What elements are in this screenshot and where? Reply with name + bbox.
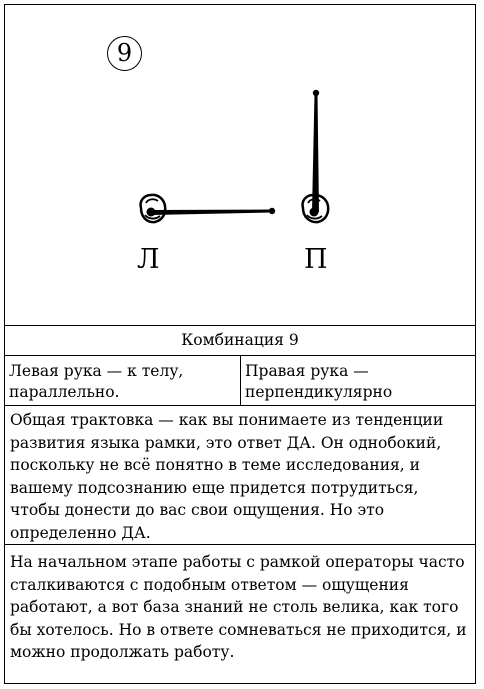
combination-number-badge: 9 xyxy=(107,36,142,71)
hands-description-row xyxy=(5,356,475,406)
right-hand-label: П xyxy=(304,244,328,275)
right-rod xyxy=(312,94,319,212)
right-hand-description: Правая рука — перпендикулярно xyxy=(245,362,393,401)
left-hand-label: Л xyxy=(137,244,160,275)
right-rod-tip xyxy=(313,90,319,96)
combination-title: Комбинация 9 xyxy=(5,326,475,356)
interpretation-text: Общая трактовка — как вы понимаете из тенденции развития языка рамки, это ответ ДА. Он однобокий, поскольку не всё понятно в теме исследования, и вашему подсознанию еще придется потрудиться, чтобы донести до вас свои ощущения. Но это определенно ДА. xyxy=(5,406,475,545)
rods-drawing xyxy=(5,5,475,325)
left-hand-icon xyxy=(141,195,166,222)
frame-diagram xyxy=(5,5,475,326)
left-hand-description: Левая рука — к телу, параллельно. xyxy=(5,356,241,405)
left-rod xyxy=(151,210,272,216)
left-rod-tip xyxy=(269,208,275,214)
combination-card xyxy=(4,4,476,684)
operator-note-text: На начальном этапе работы с рамкой операторы часто сталкиваются с подобным ответом — ощущения работают, а вот база знаний не столь велика, как того бы хотелось. Но в ответе сомневаться не приходится, и можно продолжать работу. xyxy=(10,553,467,661)
